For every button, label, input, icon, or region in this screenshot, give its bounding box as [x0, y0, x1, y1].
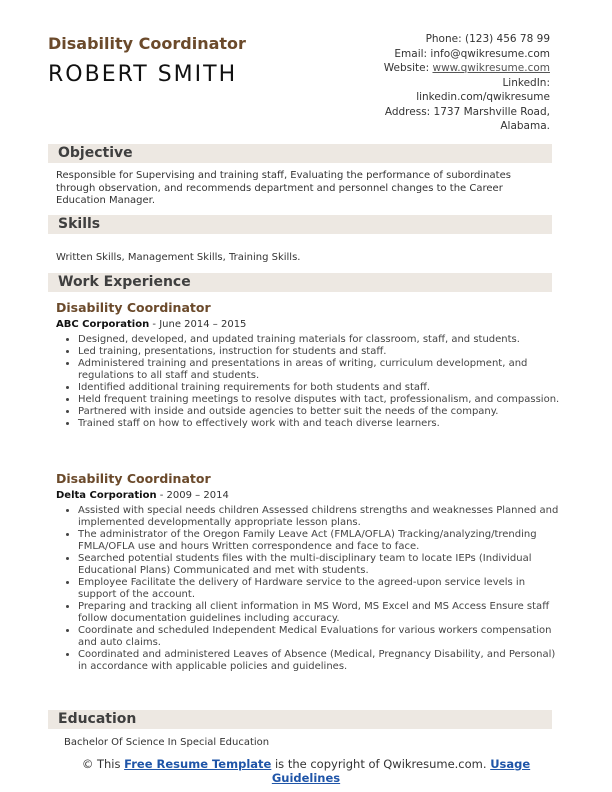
contact-block [290, 32, 550, 134]
website-link[interactable]: www.qwikresume.com [432, 62, 550, 74]
contact-address: Address: 1737 Marshville Road, [384, 105, 550, 118]
skills-heading: Skills [58, 216, 101, 232]
work-section-bar [48, 273, 552, 292]
job-1-company-line [56, 319, 246, 330]
contact-address-line2: Alabama. [500, 120, 550, 132]
job-2-company: Delta Corporation [56, 490, 157, 501]
contact-website: Website: www.qwikresume.com [383, 62, 550, 74]
list-item: • Administered training and presentations in areas of writing, curriculum development, and regulations to all staff and students. [78, 358, 562, 382]
list-item: • Searched potential students files with the multi-disciplinary team to locate IEPs (Individual Educational Plans) Communicated and met with students. [78, 553, 562, 577]
job-2-company-line [56, 490, 229, 501]
education-heading: Education [58, 711, 137, 727]
contact-linkedin-label: LinkedIn: [502, 76, 550, 89]
free-resume-template-link[interactable]: Free Resume Template [124, 757, 272, 771]
header-name: ROBERT SMITH [48, 62, 238, 87]
contact-email: Email: info@qwikresume.com [394, 47, 550, 60]
list-item: • Held frequent training meetings to resolve disputes with tact, professionalism, and compassion. [78, 394, 562, 406]
footer-copyright: © This Free Resume Template is the copyright of Qwikresume.com. Usage Guidelines [81, 757, 531, 785]
list-item: • Coordinate and scheduled Independent Medical Evaluations for various workers compensation and auto claims. [78, 625, 562, 649]
job-2-role: Disability Coordinator [56, 471, 211, 486]
list-item: • Trained staff on how to effectively work with and teach diverse learners. [78, 418, 562, 430]
list-item: • The administrator of the Oregon Family Leave Act (FMLA/OFLA) Tracking/analyzing/trending FMLA/OFLA use and hours Written correspondence and face to face. [78, 529, 562, 553]
job-1-dates: - June 2014 – 2015 [149, 319, 247, 330]
job-2-dates: - 2009 – 2014 [156, 490, 229, 501]
usage-guidelines-link-2[interactable]: Guidelines [271, 771, 341, 785]
list-item: • Led training, presentations, instruction for students and staff. [78, 346, 562, 358]
list-item: • Coordinated and administered Leaves of Absence (Medical, Pregnancy Disability, and Personal) in accordance with applicable policies and guidelines. [78, 649, 562, 673]
contact-phone: Phone: (123) 456 78 99 [425, 33, 550, 45]
list-item: • Designed, developed, and updated training materials for classroom, staff, and students. [78, 334, 562, 346]
objective-section-bar [48, 144, 552, 163]
list-item: • Identified additional training requirements for both students and staff. [78, 382, 562, 394]
skills-text: Written Skills, Management Skills, Training Skills. [56, 252, 301, 263]
job-2-bullets [64, 505, 562, 673]
contact-linkedin: linkedin.com/qwikresume [416, 91, 550, 103]
objective-text: Responsible for Supervising and training staff, Evaluating the performance of subordinates through observation, and recommends department and personnel changes to the Career Education Manager. [56, 170, 511, 206]
education-text: Bachelor Of Science In Special Education [64, 737, 270, 748]
usage-guidelines-link[interactable]: Usage [490, 757, 531, 771]
list-item: • Assisted with special needs children Assessed childrens strengths and weaknesses Planned and implemented developmentally appropriate lesson plans. [78, 505, 562, 529]
job-1-company: ABC Corporation [56, 319, 150, 330]
job-1-bullets [64, 334, 562, 430]
list-item: • Preparing and tracking all client information in MS Word, MS Excel and MS Access Ensure staff follow documentation guidelines including accuracy. [78, 601, 562, 625]
objective-heading: Objective [58, 145, 133, 161]
list-item: • Partnered with inside and outside agencies to better suit the needs of the company. [78, 406, 562, 418]
list-item: • Employee Facilitate the delivery of Hardware service to the agreed-upon service levels in support of the account. [78, 577, 562, 601]
job-1-role: Disability Coordinator [56, 300, 211, 315]
header-job-title: Disability Coordinator [48, 34, 246, 53]
education-section-bar [48, 710, 552, 729]
skills-section-bar [48, 215, 552, 234]
work-heading: Work Experience [58, 274, 191, 290]
